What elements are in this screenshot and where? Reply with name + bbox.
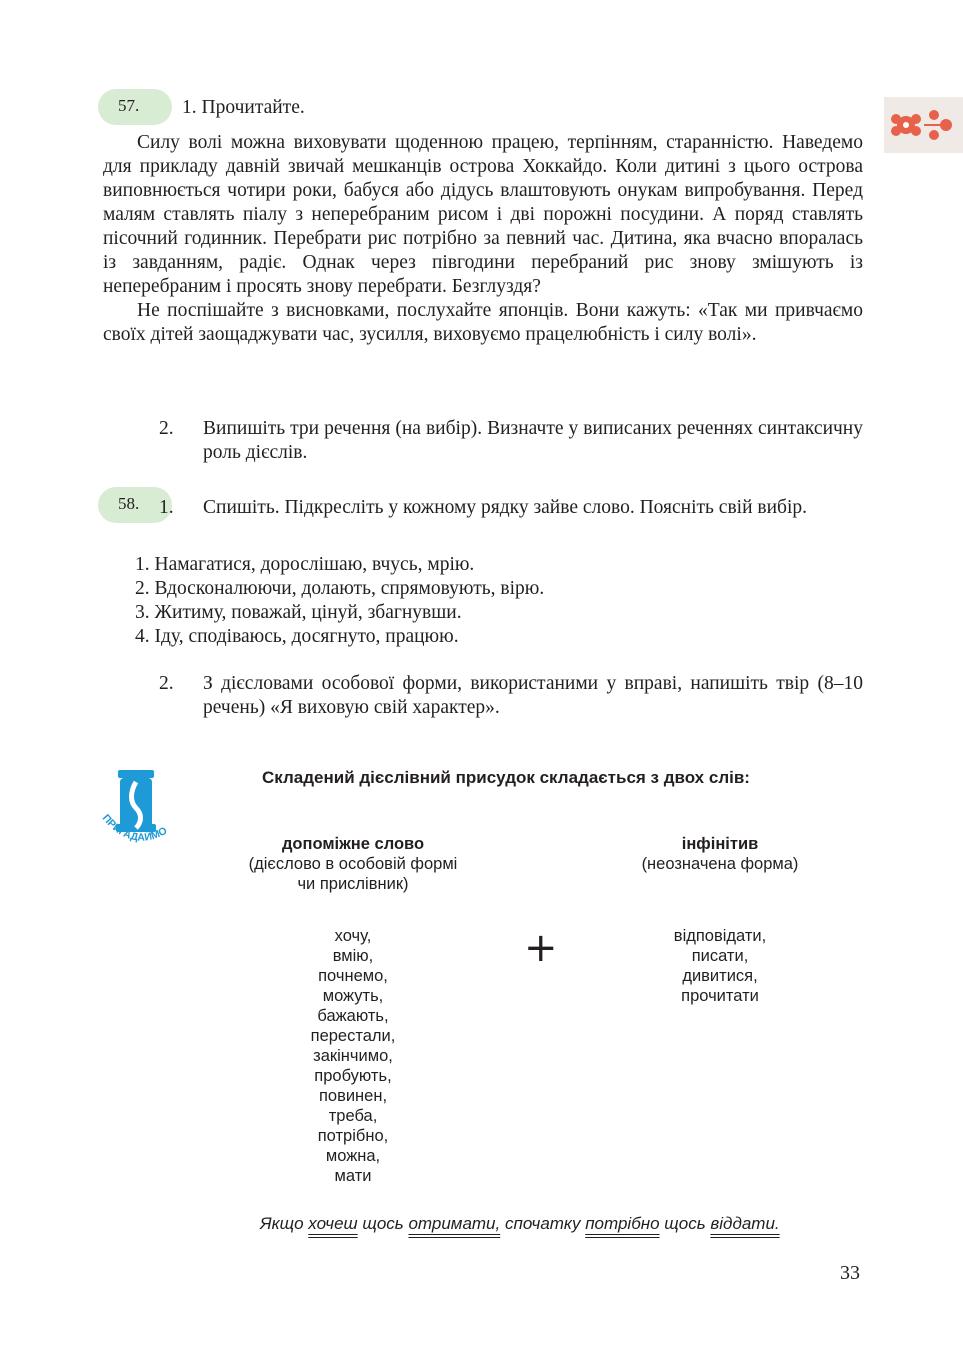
word-row: 4. Іду, сподіваюсь, досягнуто, працюю. xyxy=(135,626,459,647)
example-text: Якщо xyxy=(260,1214,309,1233)
task-number: 2. xyxy=(159,418,174,439)
auxiliary-word: потрібно, xyxy=(317,1127,389,1145)
example-sentence xyxy=(260,1212,780,1236)
task-text: Спишіть. Підкресліть у кожному рядку зайве слово. Поясніть свій вибір. xyxy=(203,497,807,518)
task-text: З дієсловами особової форми, використаними у вправі, напишіть твір (8–10 речень) «Я виховую свій характер». xyxy=(203,673,863,718)
infinitive-subtitle: (неозначена форма) xyxy=(641,855,799,873)
auxiliary-word: треба, xyxy=(328,1107,378,1125)
word-row: 3. Житиму, поважай, цінуй, збагнувши. xyxy=(135,602,462,623)
underlined-predicate: хочеш xyxy=(308,1214,358,1233)
exercise-58-task1 xyxy=(159,496,863,520)
auxiliary-word: закінчимо, xyxy=(313,1047,393,1065)
underlined-predicate: віддати. xyxy=(710,1214,780,1233)
infinitive-word: писати, xyxy=(691,947,749,965)
auxiliary-word: повинен, xyxy=(318,1087,388,1105)
infinitive-column xyxy=(620,834,820,1006)
rule-title: Складений дієслівний присудок складається з двох слів: xyxy=(262,768,750,787)
exercise-57-task2 xyxy=(159,417,863,465)
auxiliary-word-column xyxy=(222,834,484,1186)
exercise-57-text xyxy=(103,131,863,347)
auxiliary-word: перестали, xyxy=(310,1027,396,1045)
auxiliary-word: можуть, xyxy=(322,987,384,1005)
exercise-57-task1: 1. Прочитайте. xyxy=(182,97,305,118)
exercise-58-word-rows xyxy=(135,553,544,649)
exercise-57-paragraph-2: Не поспішайте з висновками, послухайте японців. Вони кажуть: «Так ми привчаємо своїх дітей заощаджувати час, зусилля, виховуємо працелюбність і силу волі». xyxy=(103,300,863,345)
ornament-decoration xyxy=(884,97,963,153)
auxiliary-word-heading: допоміжне слово xyxy=(281,835,425,853)
exercise-58-task2 xyxy=(159,672,863,720)
exercise-57-paragraph-1: Силу волі можна виховувати щоденною працею, терпінням, старанністю. Наведемо для прикладу давній звичай мешканців острова Хоккайдо. Коли дитині з цього острова виповнюється чотири роки, бабуся або дідусь влаштовують онукам випробування. Перед малям ставлять піалу з неперебраним рисом і дві порожні посудини. А поряд ставлять пісочний годинник. Перебрати рис потрібно за певний час. Дитина, яка вчасно впоралась із завданням, радіє. Однак через півгодини перебраний рис знову змішують із неперебраним і просять знову перебрати. Безглуздя? xyxy=(103,132,863,297)
exercise-58-badge: 58. xyxy=(98,487,172,523)
example-text: спочатку xyxy=(500,1214,586,1233)
auxiliary-word: вмію, xyxy=(332,947,374,965)
page-number: 33 xyxy=(840,1262,860,1284)
auxiliary-word: почнемо, xyxy=(318,967,388,985)
remember-logo-text: ПРИГАДАЙМО xyxy=(99,812,170,844)
auxiliary-word: пробують, xyxy=(314,1067,392,1085)
infinitive-word: дивитися, xyxy=(682,967,758,985)
infinitive-word: прочитати xyxy=(681,987,759,1005)
auxiliary-word-subtitle: (дієслово в особовій формі xyxy=(248,855,458,873)
exercise-57-badge: 57. xyxy=(98,89,172,125)
plus-sign: + xyxy=(524,925,558,971)
task-text: Випишіть три речення (на вибір). Визначте у виписаних реченнях синтаксичну роль дієслів. xyxy=(203,418,863,463)
task-number: 1. xyxy=(159,497,174,518)
remember-logo-icon xyxy=(96,768,192,852)
word-row: 2. Вдосконалюючи, долають, спрямовують, вірю. xyxy=(135,578,545,599)
auxiliary-word-subtitle: чи прислівник) xyxy=(297,875,409,893)
auxiliary-word: хочу, xyxy=(334,927,372,945)
task-number: 2. xyxy=(159,673,174,694)
auxiliary-word: можна, xyxy=(325,1147,381,1165)
underlined-predicate: отримати, xyxy=(408,1214,501,1233)
infinitive-heading: інфінітив xyxy=(681,835,759,853)
auxiliary-word: бажають, xyxy=(317,1007,389,1025)
word-row: 1. Намагатися, дорослішаю, вчусь, мрію. xyxy=(135,554,475,575)
example-text: щось xyxy=(659,1214,711,1233)
infinitive-word: відповідати, xyxy=(673,927,767,945)
underlined-predicate: потрібно xyxy=(585,1214,660,1233)
example-text: щось xyxy=(357,1214,409,1233)
auxiliary-word: мати xyxy=(334,1167,372,1185)
